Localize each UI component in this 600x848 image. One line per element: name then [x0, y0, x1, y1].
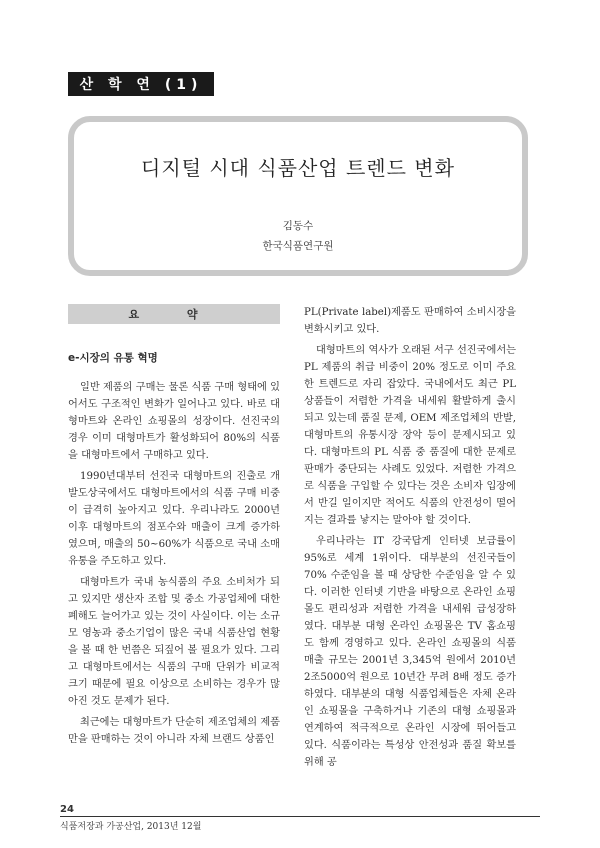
journal-name: 식품저장과 가공산업, 2013년 12월: [60, 822, 202, 832]
page-number: 24: [60, 804, 74, 815]
left-column: [68, 304, 280, 748]
article-title: 디지털 시대 식품산업 트렌드 변화: [141, 156, 455, 180]
paragraph: 최근에는 대형마트가 단순히 제조업체의 제품만을 판매하는 것이 아니라 자체 브랜드 상품인: [68, 717, 280, 745]
paragraph: 1990년대부터 선진국 대형마트의 진출로 개발도상국에서도 대형마트에서의 식품 구매 비중이 급격히 높아지고 있다. 우리나라도 2000년 이후 대형마트의 점포수와 매출이 크게 증가하였으며, 매출의 50~60%가 식품으로 국내 소매 유통을 주도하고 있다.: [68, 471, 280, 567]
paragraph: 우리나라는 IT 강국답게 인터넷 보급률이 95%로 세계 1위이다. 대부분의 선진국들이 70% 수준임을 볼 때 상당한 수준임을 알 수 있다. 이러한 인터넷 기반을 바탕으로 온라인 쇼핑몰도 편리성과 저렴한 가격을 내세워 급성장하였다. 대부분 대형 온라인 쇼핑몰은 TV 홈쇼핑도 함께 경영하고 있다. 온라인 쇼핑몰의 식품 매출 규모는 2001년 3,345억 원에서 2010년 2조5000억 원으로 10년간 무려 8배 정도 증가하였다. 대부분의 대형 식품업체들은 자체 온라인 쇼핑몰을 구축하거나 기존의 대형 쇼핑몰과 연계하여 적극적으로 온라인 시장에 뛰어들고 있다. 식품이라는 특성상 안전성과 품질 확보를 위해 공: [304, 536, 516, 768]
section-heading: e-시장의 유통 혁명: [68, 352, 158, 364]
paragraph: 일반 제품의 구매는 물론 식품 구매 형태에 있어서도 구조적인 변화가 일어나고 있다. 바로 대형마트와 온라인 쇼핑몰의 성장이다. 선진국의 경우 이미 대형마트가 활성화되어 80%의 식품을 대형마트에서 구매하고 있다.: [68, 382, 280, 461]
title-box: [68, 116, 528, 276]
paragraph: 대형마트의 역사가 오래된 서구 선진국에서는 PL 제품의 취급 비중이 20% 정도로 이미 주요한 트렌드로 자리 잡았다. 국내에서도 최근 PL 상품들이 저렴한 가격을 내세워 활발하게 출시되고 있는데 품질 문제, OEM 제조업체의 반발, 대형마트의 유통시장 장악 등이 문제시되고 있다. 대형마트의 PL 식품 중 품질에 대한 문제로 판매가 중단되는 사례도 있었다. 저렴한 가격으로 식품을 구입할 수 있다는 것은 소비자 입장에서 반길 일이지만 적어도 식품의 안전성이 떨어지는 결과를 낳지는 말아야 할 것이다.: [304, 345, 516, 526]
footer-rule: [60, 816, 540, 817]
page-footer: [60, 804, 540, 832]
section-tag: 산 학 연 (1): [68, 72, 214, 96]
summary-heading: 요 약: [68, 304, 280, 324]
author-name: 김동수: [282, 220, 314, 232]
paragraph: PL(Private label)제품도 판매하여 소비시장을 변화시키고 있다.: [304, 307, 516, 335]
right-column: [304, 304, 516, 771]
author-affiliation: 한국식품연구원: [262, 240, 334, 252]
paragraph: 대형마트가 국내 농식품의 주요 소비처가 되고 있지만 생산자 조합 및 중소 가공업체에 대한 폐해도 늘어가고 있는 것이 사실이다. 이는 소규모 영농과 중소기업이 많은 국내 식품산업 현황을 볼 때 한 번쯤은 되짚어 볼 필요가 있다. 그리고 대형마트에서는 식품의 구매 단위가 비교적 크기 때문에 필요 이상으로 소비하는 경우가 많아진 것도 문제가 된다.: [68, 577, 280, 707]
